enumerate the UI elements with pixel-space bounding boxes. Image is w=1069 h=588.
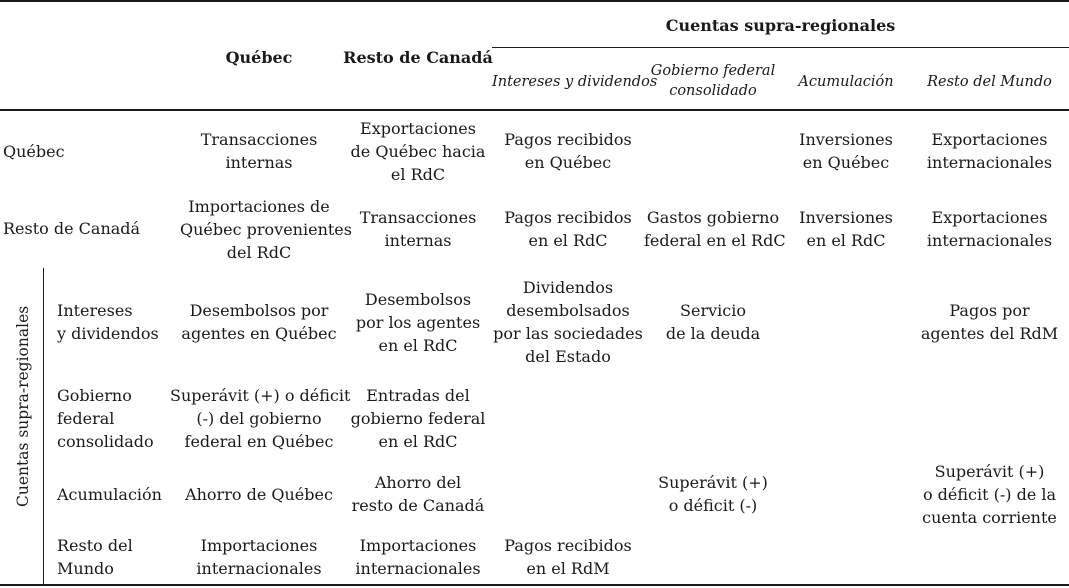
- cell-line: en Québec: [524, 153, 612, 172]
- cell-line: Superávit (+) o déficit: [170, 386, 351, 405]
- sub-header-gobierno-l1: Gobierno federal: [650, 63, 776, 79]
- cell-line: Inversiones: [799, 208, 893, 227]
- side-label-supra: Cuentas supra-regionales: [14, 305, 32, 507]
- cell-line: de Québec hacia: [350, 142, 486, 161]
- cell-quebec-c1: [180, 128, 338, 174]
- supra-bracket-line: [43, 268, 44, 586]
- row-label-resto-mundo: [57, 534, 133, 580]
- cell-line: Dividendos: [522, 278, 614, 297]
- col-header-quebec: Québec: [225, 48, 293, 67]
- cell-line: y dividendos: [57, 324, 159, 343]
- cell-acumulacion-c2: [340, 471, 496, 517]
- cell-intereses-c2: [340, 288, 496, 357]
- cell-line: federal: [57, 409, 115, 428]
- cell-intereses-c6: [910, 299, 1069, 345]
- bottom-rule: [0, 584, 1069, 586]
- cell-line: Québec provenientes: [180, 220, 352, 239]
- cell-line: Ahorro del: [374, 473, 462, 492]
- cell-line: Desembolsos por: [189, 301, 329, 320]
- cell-line: Exportaciones: [931, 208, 1048, 227]
- cell-line: por las sociedades: [493, 324, 643, 343]
- cell-resto-canada-c4: [644, 206, 786, 252]
- cell-line: el RdC: [390, 165, 446, 184]
- sub-header-intereses: Intereses y dividendos: [492, 74, 658, 90]
- cell-quebec-c5: [782, 128, 910, 174]
- header-rule: [0, 109, 1069, 111]
- cell-line: Pagos por: [949, 301, 1030, 320]
- cell-intereses-c1: [180, 299, 338, 345]
- cell-quebec-c2: [340, 117, 496, 186]
- row-label-intereses: [57, 299, 159, 345]
- cell-line: internacionales: [926, 153, 1053, 172]
- cell-line: consolidado: [57, 432, 154, 451]
- cell-line: federal en el RdC: [644, 231, 786, 250]
- cell-line: Pagos recibidos: [504, 536, 632, 555]
- cell-resto-canada-c6: [910, 206, 1069, 252]
- cell-line: internas: [384, 231, 452, 250]
- cell-line: Servicio: [680, 301, 746, 320]
- cell-line: del Estado: [525, 347, 611, 366]
- cell-line: internacionales: [355, 559, 481, 578]
- row-label-acumulacion: Acumulación: [57, 485, 162, 504]
- supra-header: Cuentas supra-regionales: [665, 16, 896, 35]
- cell-quebec-c3: [492, 128, 644, 174]
- cell-line: o déficit (-): [668, 496, 758, 515]
- cell-line: en Québec: [802, 153, 890, 172]
- cell-line: Entradas del: [366, 386, 470, 405]
- cell-intereses-c4: [644, 299, 782, 345]
- cell-line: de la deuda: [665, 324, 761, 343]
- cell-resto-mundo-c3: [492, 534, 644, 580]
- cell-quebec-c6: [910, 128, 1069, 174]
- cell-line: Importaciones: [359, 536, 477, 555]
- cell-line: Exportaciones: [360, 119, 476, 138]
- cell-line: desembolsados: [506, 301, 630, 320]
- cell-resto-canada-c3: [492, 206, 644, 252]
- cell-resto-canada-c5: [782, 206, 910, 252]
- cell-line: federal en Québec: [184, 432, 334, 451]
- cell-line: Inversiones: [799, 130, 893, 149]
- row-label-gobierno: [57, 384, 154, 453]
- cell-line: en el RdC: [528, 231, 608, 250]
- cell-line: Pagos recibidos: [504, 130, 632, 149]
- cell-line: en el RdC: [806, 231, 886, 250]
- cell-line: agentes del RdM: [920, 324, 1059, 343]
- cell-resto-mundo-c1: [180, 534, 338, 580]
- cell-line: o déficit (-) de la: [922, 485, 1057, 504]
- cell-resto-canada-c1: [180, 195, 352, 264]
- cell-line: Pagos recibidos: [504, 208, 632, 227]
- cell-line: Intereses: [57, 301, 133, 320]
- sub-header-gobierno: [644, 61, 782, 101]
- cell-line: Superávit (+): [934, 462, 1045, 481]
- cell-line: agentes en Québec: [181, 324, 337, 343]
- cell-gobierno-c2: [340, 384, 496, 453]
- cell-line: resto de Canadá: [351, 496, 485, 515]
- cell-line: Superávit (+): [658, 473, 768, 492]
- cell-line: gobierno federal: [350, 409, 486, 428]
- cell-gobierno-c1: [170, 384, 351, 453]
- cell-line: en el RdC: [378, 432, 458, 451]
- top-rule: [0, 0, 1069, 2]
- cell-line: Importaciones: [200, 536, 318, 555]
- cell-acumulacion-c1: [180, 483, 338, 506]
- cell-line: Gastos gobierno: [646, 208, 780, 227]
- sub-header-gobierno-l2: consolidado: [669, 83, 757, 99]
- cell-line: Importaciones de: [188, 197, 330, 216]
- cell-line: Resto del: [57, 536, 133, 555]
- row-label-quebec: Québec: [3, 142, 65, 161]
- cell-line: en el RdC: [378, 336, 458, 355]
- cell-line: Desembolsos: [364, 290, 472, 309]
- cell-line: Transacciones: [200, 130, 318, 149]
- cell-line: cuenta corriente: [922, 508, 1057, 527]
- cell-acumulacion-c4: [644, 471, 782, 517]
- cell-line: por los agentes: [355, 313, 481, 332]
- cell-line: Ahorro de Québec: [185, 485, 333, 504]
- cell-line: internacionales: [926, 231, 1053, 250]
- cell-acumulacion-c6: [910, 460, 1069, 529]
- row-label-resto-canada: Resto de Canadá: [3, 219, 141, 238]
- cell-line: internas: [225, 153, 293, 172]
- cell-line: internacionales: [196, 559, 322, 578]
- cell-line: en el RdM: [526, 559, 610, 578]
- cell-resto-canada-c2: [340, 206, 496, 252]
- cell-intereses-c3: [492, 276, 644, 368]
- cell-line: Mundo: [57, 559, 114, 578]
- cell-line: (-) del gobierno: [196, 409, 322, 428]
- sub-header-acumulacion: Acumulación: [798, 74, 894, 90]
- cell-resto-mundo-c2: [340, 534, 496, 580]
- cell-line: Gobierno: [57, 386, 132, 405]
- col-header-resto-canada: Resto de Canadá: [343, 48, 493, 67]
- cell-line: Exportaciones: [931, 130, 1048, 149]
- sub-header-resto-mundo: Resto del Mundo: [927, 74, 1052, 90]
- cell-line: Transacciones: [359, 208, 477, 227]
- supra-underline: [492, 47, 1069, 48]
- cell-line: del RdC: [226, 243, 292, 262]
